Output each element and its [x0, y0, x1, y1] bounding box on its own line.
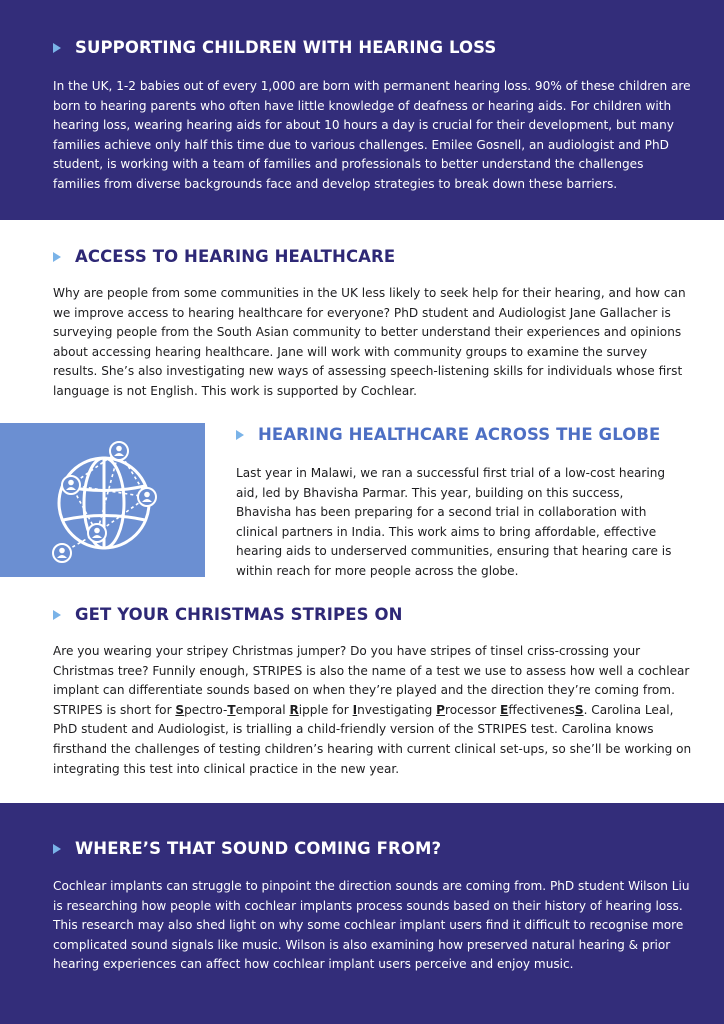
section-healthcare-globe — [0, 407, 724, 595]
triangle-bullet-icon — [53, 610, 61, 620]
triangle-bullet-icon — [236, 430, 244, 440]
heading-text: WHERE’S THAT SOUND COMING FROM? — [75, 839, 442, 858]
acronym-initial: E — [500, 702, 509, 717]
acronym-initial: T — [227, 702, 236, 717]
acronym-rest: rocessor — [445, 702, 501, 717]
section-heading — [53, 247, 724, 266]
section-body: Last year in Malawi, we ran a successful first trial of a low-cost hearing aid, led by Bhavisha Parmar. This year, building on this success, Bhavisha has been preparing for a second trial in collaboration with clinical partners in India. This work aims to bring affordable, effective hearing aids to underserved communities, ensuring that hearing care is within reach for more people across the globe. — [236, 466, 672, 578]
acronym-initial: S — [175, 702, 185, 717]
section-heading — [53, 38, 724, 57]
section-supporting-children — [0, 0, 724, 220]
acronym-rest: pectro- — [184, 702, 228, 717]
section-body — [53, 642, 693, 779]
heading-text: GET YOUR CHRISTMAS STRIPES ON — [75, 605, 403, 624]
stripes-acronym — [175, 703, 583, 717]
section-heading — [53, 605, 724, 624]
section-christmas-stripes — [0, 595, 724, 803]
acronym-rest: ffectivenes — [508, 702, 575, 717]
heading-text: ACCESS TO HEARING HEALTHCARE — [75, 247, 396, 266]
section-body: In the UK, 1-2 babies out of every 1,000 are born with permanent hearing loss. 90% of these children are born to hearing parents who often have little knowledge of deafness or hearing aids. For children with hearing loss, wearing hearing aids for about 10 hours a day is crucial for their development, but many families achieve only half this time due to various challenges. Emilee Gosnell, an audiologist and PhD student, is working with a team of families and professionals to better understand the challenges families from diverse backgrounds face and develop strategies to break down these barriers. — [53, 79, 691, 191]
triangle-bullet-icon — [53, 252, 61, 262]
acronym-initial: S — [574, 702, 584, 717]
section-access-healthcare — [0, 220, 724, 407]
globe-network-icon — [45, 431, 163, 569]
acronym-initial: R — [289, 702, 299, 717]
section-heading — [53, 839, 724, 858]
heading-text: SUPPORTING CHILDREN WITH HEARING LOSS — [75, 38, 497, 57]
acronym-rest: nvestigating — [357, 702, 437, 717]
stripes-intro: Are you wearing your stripey Christmas jumper? Do you have stripes of tinsel criss-crossing your Christmas tree? Funnily enough, STRIPES is also the name of a test we use to assess how well a cochlear implant can differentiate sounds based on when they’re played and the direction they’re coming from. STRIPES is short for — [53, 644, 690, 717]
stripes-outro: . Carolina Leal, PhD student and Audiologist, is trialling a child-friendly version of the STRIPES test. Carolina knows firsthand the challenges of testing children’s hearing with current clinical set-ups, so she’ll be working on integrating this test into clinical practice in the new year. — [53, 702, 692, 776]
triangle-bullet-icon — [53, 43, 61, 53]
globe-illustration-panel — [0, 423, 205, 577]
acronym-rest: emporal — [235, 702, 290, 717]
section-heading — [236, 425, 676, 444]
section-body: Cochlear implants can struggle to pinpoint the direction sounds are coming from. PhD student Wilson Liu is researching how people with cochlear implants process sounds based on their history of hearing loss. This research may also shed light on why some cochlear implant users find it difficult to recognise more complicated sound signals like music. Wilson is also examining how preserved natural hearing & prior hearing experiences can affect how cochlear implant users perceive and enjoy music. — [53, 879, 690, 972]
acronym-rest: ipple for — [298, 702, 353, 717]
section-body: Why are people from some communities in the UK less likely to seek help for their hearing, and how can we improve access to hearing healthcare for everyone? PhD student and Audiologist Jane Gallacher is surveying people from the South Asian community to better understand their experiences and opinions about accessing hearing healthcare. Jane will work with community groups to examine the survey results. She’s also investigating new ways of assessing speech-listening skills for individuals whose first language is not English. This work is supported by Cochlear. — [53, 286, 686, 398]
acronym-initial: P — [436, 702, 446, 717]
section-sound-direction — [0, 803, 724, 1024]
triangle-bullet-icon — [53, 844, 61, 854]
globe-section-content — [236, 425, 676, 582]
acronym-initial: I — [352, 702, 358, 717]
heading-text: HEARING HEALTHCARE ACROSS THE GLOBE — [258, 425, 661, 444]
